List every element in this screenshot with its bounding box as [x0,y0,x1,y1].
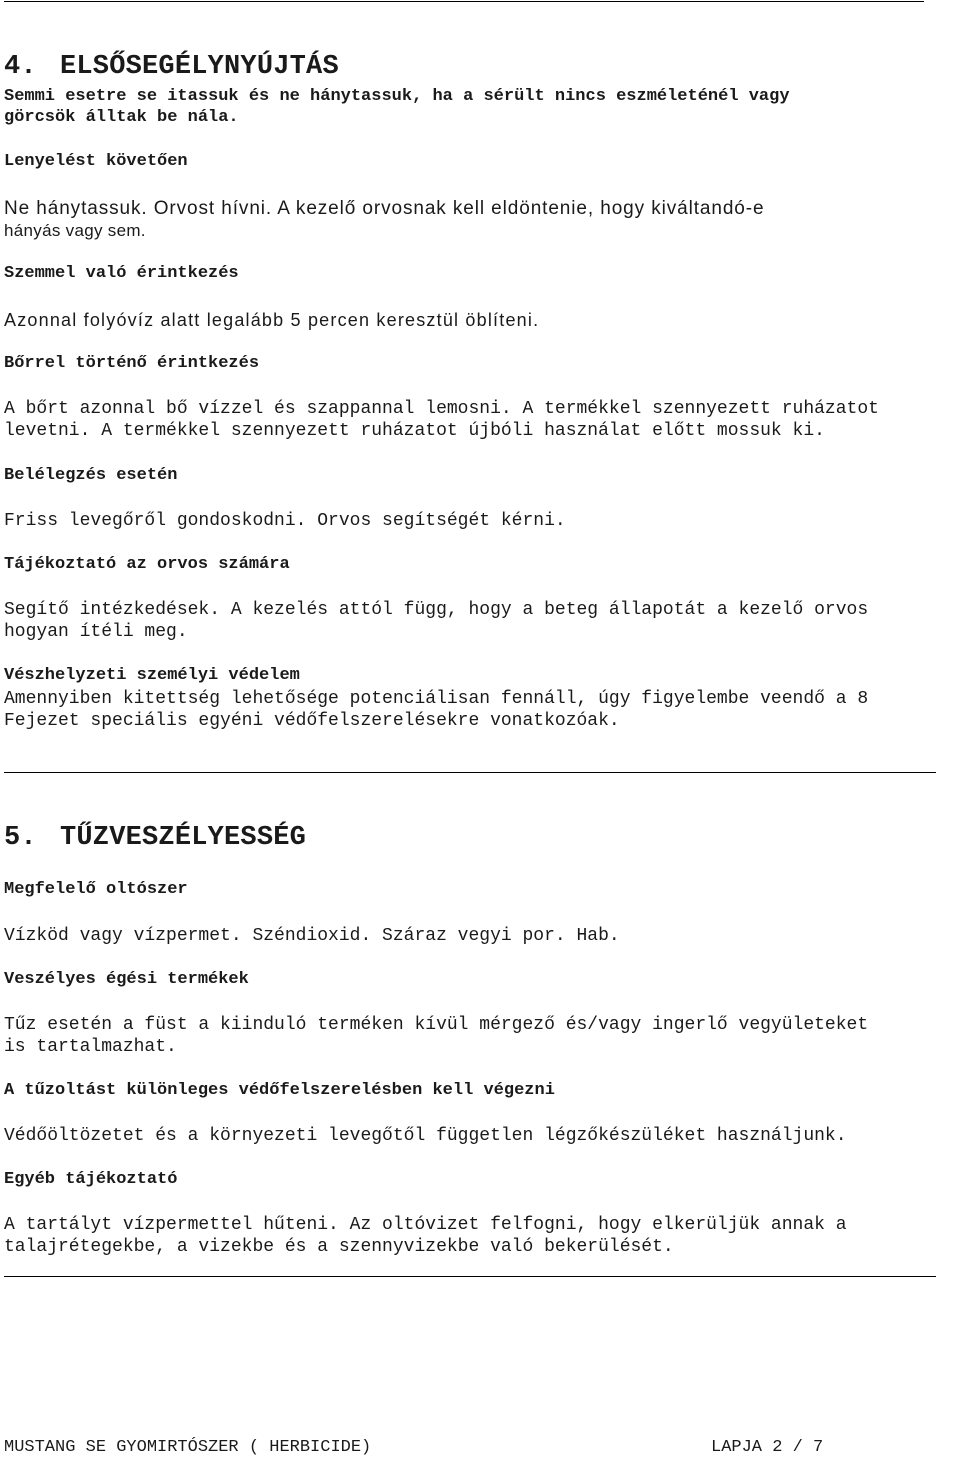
section-5-number: 5. [4,823,37,853]
hazardous-products-text-1: Tűz esetén a füst a kiinduló terméken kívül mérgező és/vagy ingerlő vegyületeket [4,1015,869,1035]
warning-line-2: görcsök álltak be nála. [4,108,239,127]
top-divider [4,1,924,2]
other-info-heading: Egyéb tájékoztató [4,1170,178,1189]
extinguisher-heading: Megfelelő oltószer [4,880,188,899]
other-info-text-2: talajrétegekbe, a vizekbe és a szennyvizekbe való bekerülését. [4,1237,674,1257]
doctor-info-text-2: hogyan ítéli meg. [4,622,188,642]
skin-heading: Bőrrel történő érintkezés [4,354,260,373]
warning-line-1: Semmi esetre se itassuk és ne hánytassuk, ha a sérült nincs eszméleténél vagy [4,87,790,106]
emergency-text-1: Amennyiben kitettség lehetősége potenciálisan fennáll, úgy figyelembe veendő a 8 [4,689,869,709]
section-5-heading [4,823,306,853]
emergency-heading: Vészhelyzeti személyi védelem [4,666,300,685]
section-4-number: 4. [4,52,37,82]
swallow-heading: Lenyelést követően [4,152,188,171]
doctor-info-heading: Tájékoztató az orvos számára [4,555,290,574]
section-4-title: ELSŐSEGÉLYNYÚJTÁS [60,52,339,82]
section-4-heading [4,52,339,82]
section-divider [4,772,936,773]
inhalation-heading: Belélegzés esetén [4,466,178,485]
section-5-title: TŰZVESZÉLYESSÉG [60,823,307,853]
skin-text-2: levetni. A termékkel szennyezett ruházatot újbóli használat előtt mossuk ki. [4,421,825,441]
firefighting-text: Védőöltözetet és a környezeti levegőtől független légzőkészüléket használjunk. [4,1126,847,1146]
hazardous-products-heading: Veszélyes égési termékek [4,970,249,989]
hazardous-products-text-2: is tartalmazhat. [4,1037,177,1057]
eye-text: Azonnal folyóvíz alatt legalább 5 percen keresztül öblíteni. [4,310,540,330]
emergency-text-2: Fejezet speciális egyéni védőfelszerelésekre vonatkozóak. [4,711,620,731]
extinguisher-text: Vízköd vagy vízpermet. Széndioxid. Száraz vegyi por. Hab. [4,926,620,946]
other-info-text-1: A tartályt vízpermettel hűteni. Az oltóvizet felfogni, hogy elkerüljük annak a [4,1215,847,1235]
swallow-text-1: Ne hánytassuk. Orvost hívni. A kezelő orvosnak kell eldöntenie, hogy kiváltandó-e [4,198,765,219]
section-end-divider [4,1276,936,1277]
skin-text-1: A bőrt azonnal bő vízzel és szappannal lemosni. A termékkel szennyezett ruházatot [4,399,879,419]
inhalation-text: Friss levegőről gondoskodni. Orvos segítségét kérni. [4,511,566,531]
swallow-text-2: hányás vagy sem. [4,221,146,240]
footer-product-name: MUSTANG SE GYOMIRTÓSZER ( HERBICIDE) [4,1438,372,1457]
doctor-info-text-1: Segítő intézkedések. A kezelés attól függ, hogy a beteg állapotát a kezelő orvos [4,600,869,620]
footer-page-number: LAPJA 2 / 7 [711,1438,824,1457]
eye-heading: Szemmel való érintkezés [4,264,239,283]
firefighting-heading: A tűzoltást különleges védőfelszerelésben kell végezni [4,1081,555,1100]
